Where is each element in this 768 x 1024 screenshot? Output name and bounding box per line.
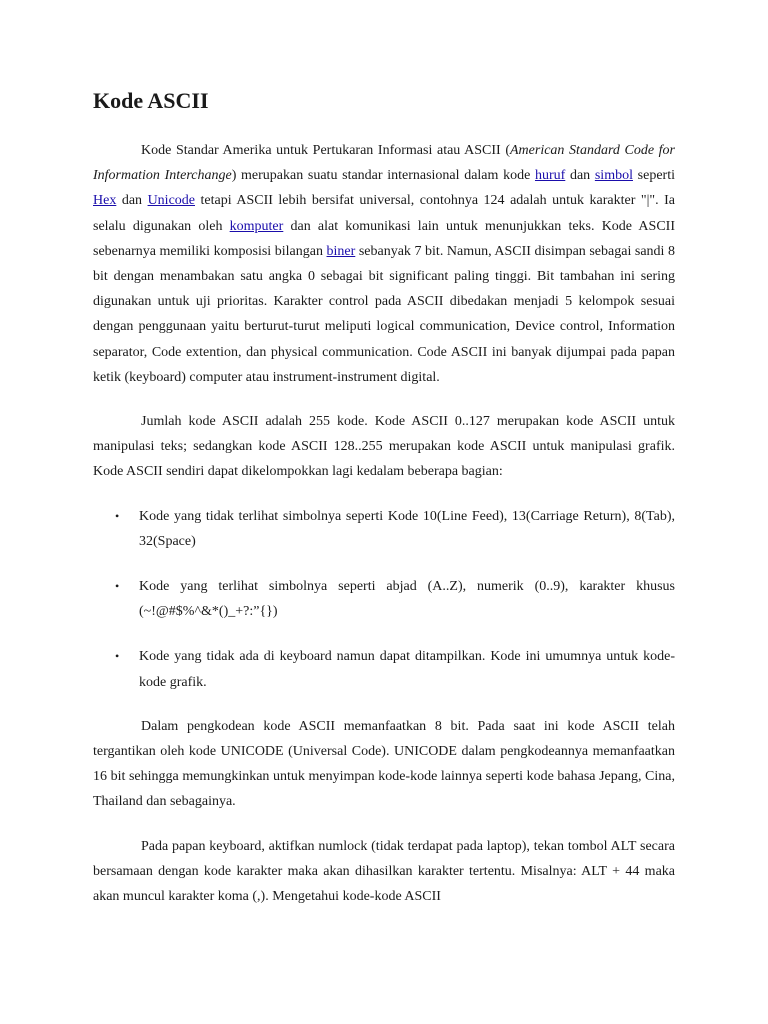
text-run: dan bbox=[116, 193, 148, 209]
link-simbol[interactable]: simbol bbox=[594, 168, 633, 184]
bullet-icon: • bbox=[115, 579, 120, 594]
list-item-text: Kode yang tidak ada di keyboard namun dapat ditampilkan. Kode ini umumnya untuk kode-kode grafik. bbox=[139, 649, 675, 690]
link-huruf[interactable]: huruf bbox=[534, 168, 566, 184]
list-item bbox=[93, 574, 675, 624]
link-unicode[interactable]: Unicode bbox=[147, 193, 195, 209]
list-item-text: Kode yang tidak terlihat simbolnya seperti Kode 10(Line Feed), 13(Carriage Return), 8(Tab), 32(Space) bbox=[139, 508, 675, 549]
link-biner[interactable]: biner bbox=[326, 243, 356, 259]
text-run: tetapi ASCII lebih bersifat universal, contohnya 124 adalah untuk karakter "|". Ia selalu digunakan oleh bbox=[93, 193, 675, 234]
list-item bbox=[93, 644, 675, 694]
text-run: ) merupakan suatu standar internasional dalam kode bbox=[231, 168, 535, 184]
paragraph-pengkodean: Dalam pengkodean kode ASCII memanfaatkan 8 bit. Pada saat ini kode ASCII telah tergantikan oleh kode UNICODE (Universal Code). UNICODE dalam pengkodeannya memanfaatkan 16 bit sehingga memungkinkan untuk menyimpan kode-kode lainnya seperti kode bahasa Jepang, Cina, Thailand dan sebagainya. bbox=[93, 718, 675, 810]
document-content bbox=[93, 86, 675, 928]
bullet-icon: • bbox=[115, 508, 120, 523]
text-run: dan alat komunikasi lain untuk menunjukkan teks. Kode ASCII sebenarnya memiliki komposisi bilangan bbox=[93, 218, 675, 259]
paragraph-jumlah: Jumlah kode ASCII adalah 255 kode. Kode ASCII 0..127 merupakan kode ASCII untuk manipulasi teks; sedangkan kode ASCII 128..255 merupakan kode ASCII untuk manipulasi grafik. Kode ASCII sendiri dapat dikelompokkan lagi kedalam beberapa bagian: bbox=[93, 414, 675, 480]
bullet-icon: • bbox=[115, 649, 120, 664]
text-run: seperti bbox=[632, 168, 675, 184]
text-run-italic: American Standard Code for Information Interchange bbox=[93, 143, 675, 184]
bullet-list bbox=[93, 504, 675, 695]
text-run: dan bbox=[565, 168, 595, 184]
page-title: Kode ASCII bbox=[93, 88, 209, 113]
link-komputer[interactable]: komputer bbox=[229, 218, 284, 234]
text-run: sebanyak 7 bit. Namun, ASCII disimpan sebagai sandi 8 bit dengan menambakan satu angka 0 sebagai bit significant paling tinggi. Bit tambahan ini sering digunakan untuk uji prioritas. Karakter control pada ASCII dibedakan menjadi 5 kelompok sesuai dengan penggunaan yaitu berturut-turut meliputi logical communication, Device control, Information separator, Code extention, dan physical communication. Code ASCII ini banyak dijumpai pada papan ketik (keyboard) computer atau instrument-instrument digital. bbox=[93, 243, 675, 385]
text-run: Kode Standar Amerika untuk Pertukaran Informasi atau ASCII ( bbox=[141, 143, 510, 158]
paragraph-keyboard: Pada papan keyboard, aktifkan numlock (tidak terdapat pada laptop), tekan tombol ALT secara bersamaan dengan kode karakter maka akan dihasilkan karakter tertentu. Misalnya: ALT + 44 maka akan muncul karakter koma (,). Mengetahui kode-kode ASCII bbox=[93, 838, 675, 905]
list-item bbox=[93, 504, 675, 554]
list-item-text: Kode yang terlihat simbolnya seperti abjad (A..Z), numerik (0..9), karakter khusus (~!@#$%^&*()_+?:”{}) bbox=[139, 579, 675, 620]
link-hex[interactable]: Hex bbox=[93, 193, 117, 209]
paragraph-intro bbox=[93, 138, 675, 390]
